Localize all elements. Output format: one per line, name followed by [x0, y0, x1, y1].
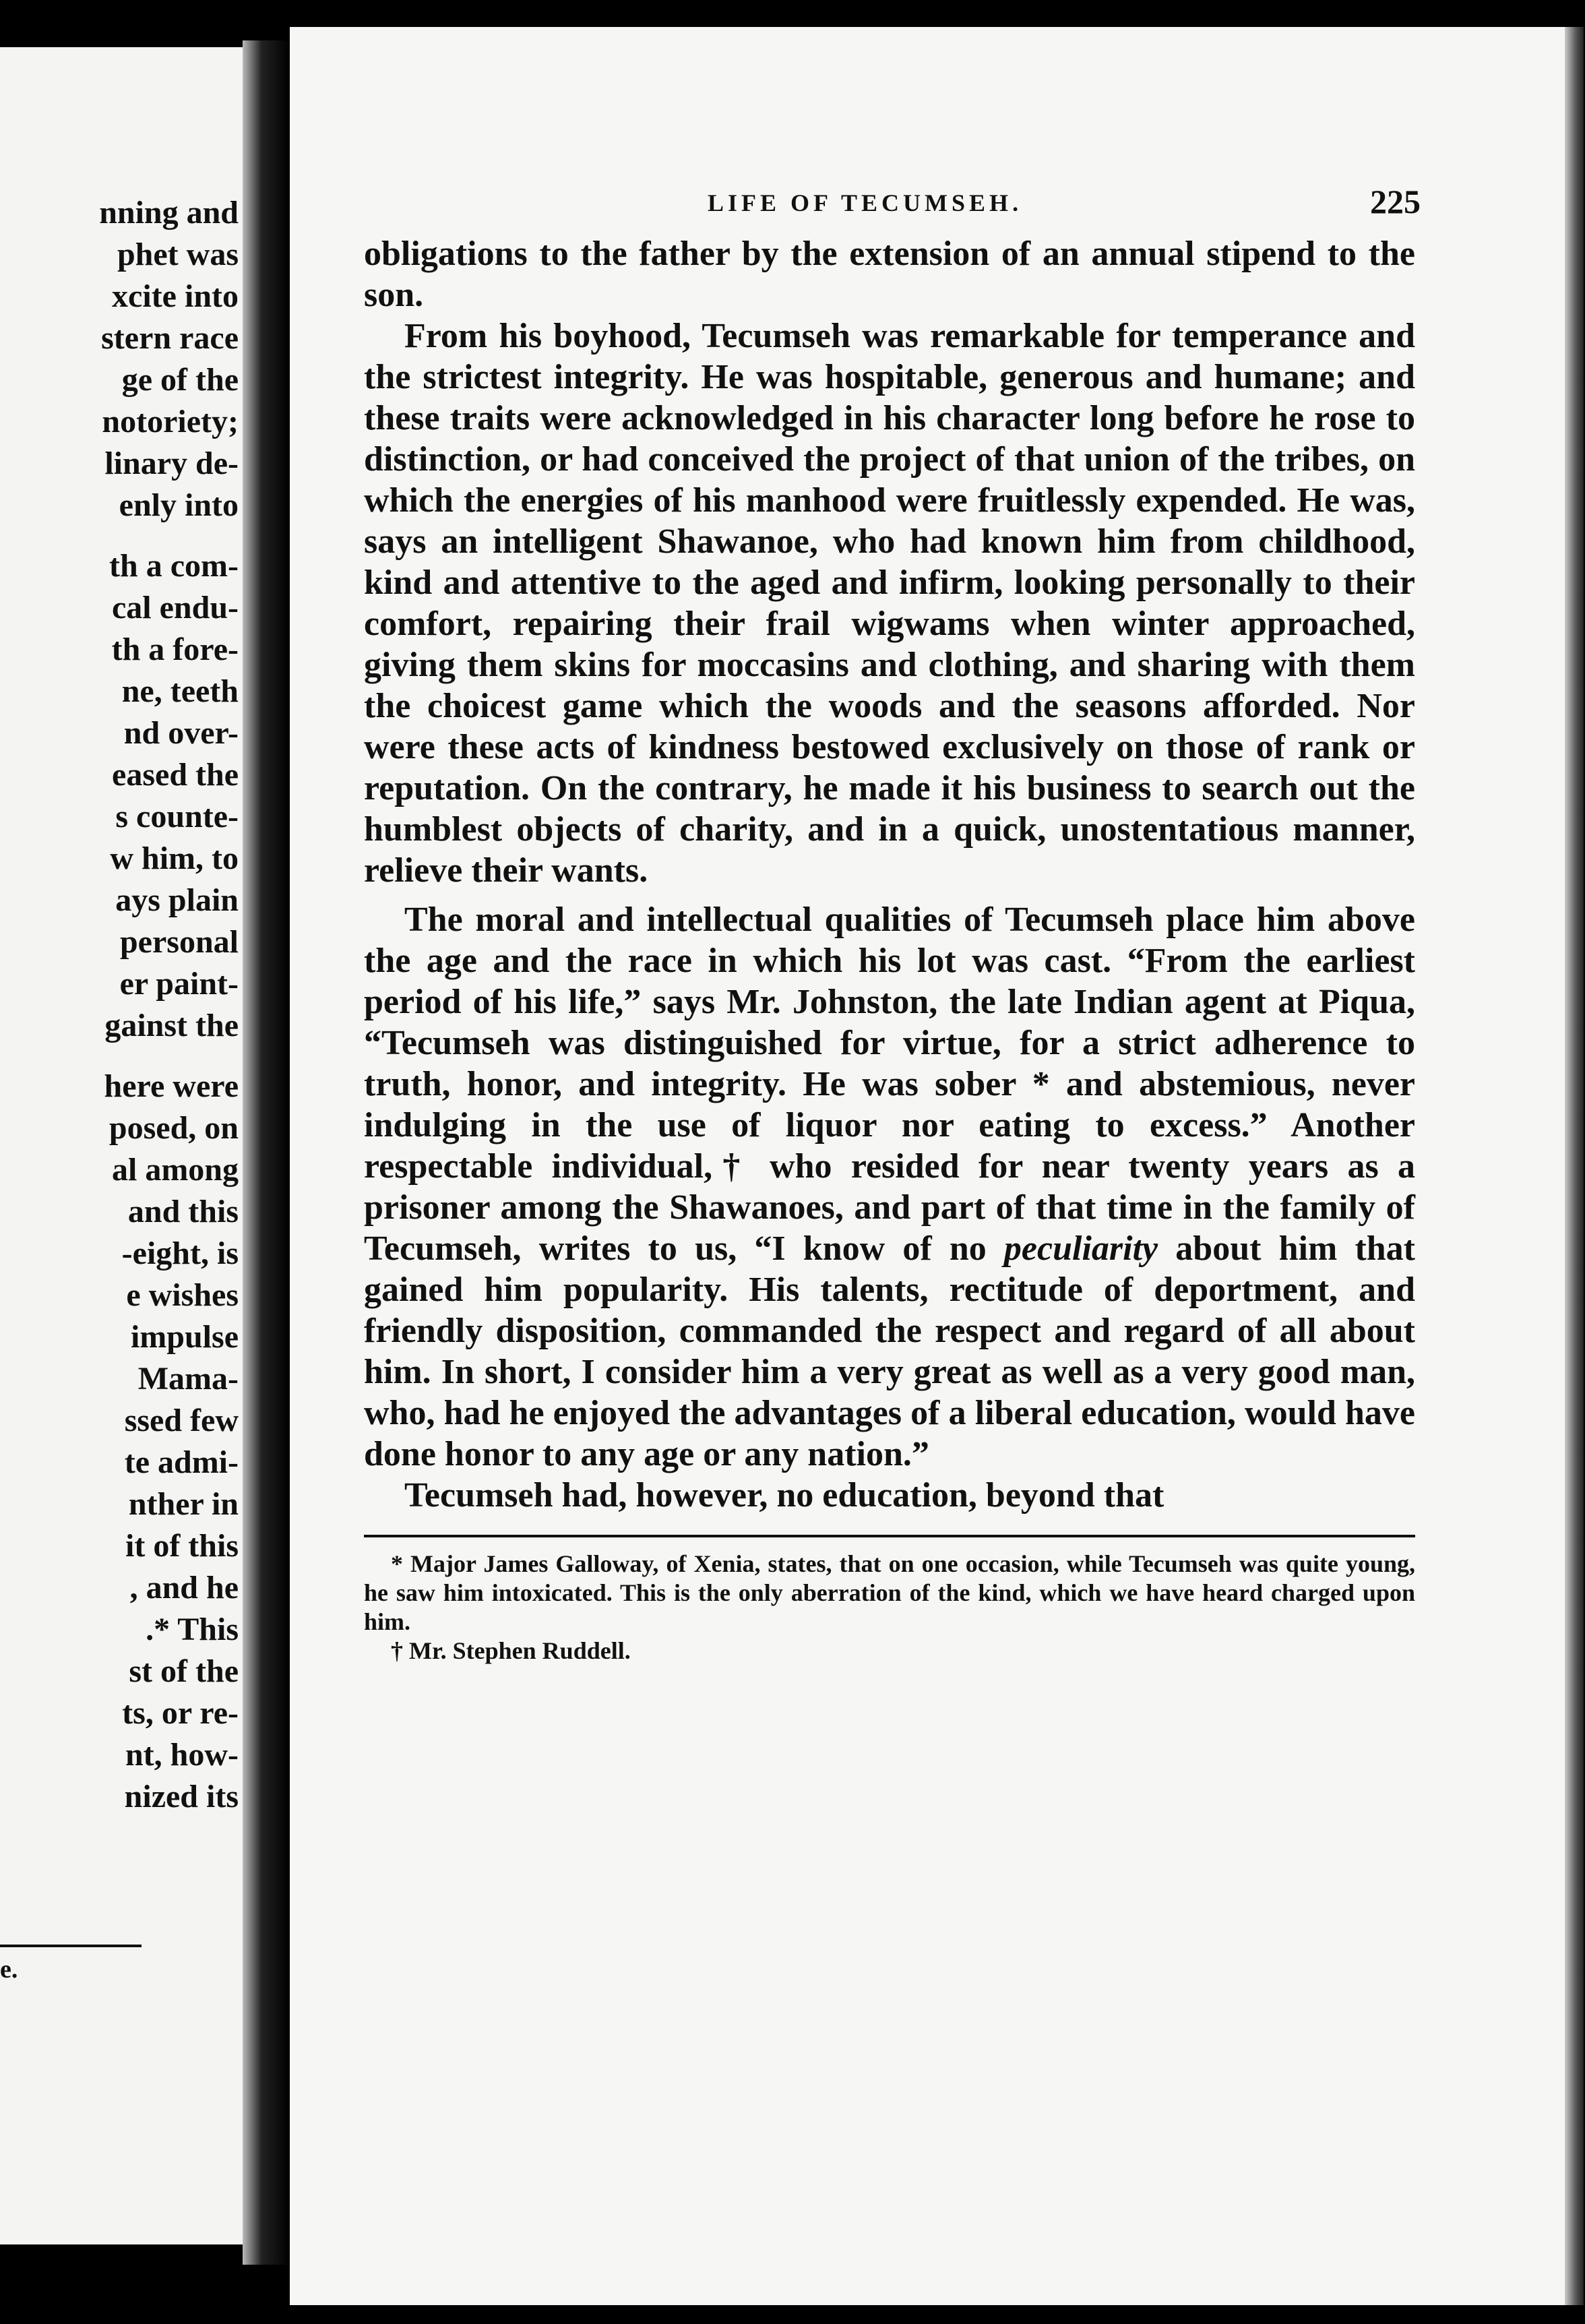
left-line: posed, on: [108, 1110, 239, 1146]
left-line: and this: [127, 1194, 239, 1229]
left-line: w him, to: [110, 840, 239, 876]
left-line: impulse: [130, 1319, 239, 1355]
left-line: nther in: [128, 1486, 239, 1522]
left-line: st of the: [129, 1653, 239, 1689]
left-line: xcite into: [112, 278, 239, 314]
body-text: [364, 233, 1415, 1516]
left-line: stern race: [101, 320, 239, 356]
left-line: -eight, is: [121, 1235, 239, 1271]
left-line: personal: [119, 924, 239, 960]
left-line: , and he: [129, 1570, 239, 1606]
left-line: enly into: [119, 487, 239, 523]
page-edge: [1565, 27, 1584, 2305]
page-number: 225: [1370, 183, 1421, 220]
left-page-text: [99, 192, 239, 1818]
book-gutter: [243, 40, 290, 2265]
left-footnote-fragment: e.: [0, 1955, 18, 1984]
paragraph: obligations to the father by the extension of an annual stipend to the son.: [364, 235, 1415, 314]
left-line: ssed few: [124, 1403, 239, 1438]
left-line: nd over-: [123, 715, 239, 751]
running-head: [364, 182, 1421, 233]
left-line: nning and: [99, 195, 239, 231]
left-line: er paint-: [119, 966, 239, 1002]
left-line: notoriety;: [102, 404, 239, 439]
left-line: Mama-: [137, 1361, 239, 1397]
left-line: th a com-: [109, 548, 239, 584]
left-line: linary de-: [104, 446, 239, 481]
left-line: it of this: [125, 1528, 239, 1564]
left-line: e wishes: [126, 1277, 239, 1313]
paragraph: [364, 899, 1415, 1475]
running-title: LIFE OF TECUMSEH.: [708, 189, 1023, 216]
left-line: al among: [111, 1152, 239, 1188]
page-content: [364, 182, 1421, 1665]
left-line: ne, teeth: [121, 673, 239, 709]
left-line: th a fore-: [111, 632, 239, 667]
left-line: phet was: [117, 237, 239, 272]
paragraph-text: The moral and intellectual qualities of Tecumseh place him above the age and the race in which his lot was cast. “From the earliest period of his life,” says Mr. Johnston, the late Indian agent at Piqua, “Tecumseh was distinguished for virtue, for a strict adherence to truth, honor, and integrity. He was sober * and abstemious, never indulging in the use of liquor nor eating to excess.” Another respectable individual,† who resided for near twenty years as a prisoner among the Shawanoes, and part of that time in the family of Tecumseh, writes to us, “I know of no: [364, 900, 1415, 1268]
paragraph: Tecumseh had, however, no education, beyond that: [404, 1476, 1164, 1515]
left-line: .* This: [146, 1612, 239, 1647]
footnote: † Mr. Stephen Ruddell.: [391, 1637, 631, 1664]
left-line: te admi-: [124, 1444, 239, 1480]
left-line: ts, or re-: [122, 1695, 239, 1731]
left-page: [0, 47, 243, 2244]
left-line: gainst the: [104, 1008, 239, 1043]
footnote: * Major James Galloway, of Xenia, states, that on one occasion, while Tecumseh was quite young, he saw him intoxicated. This is the only aberration of the kind, which we have heard charged upon him.: [364, 1550, 1415, 1635]
footnote-rule: [364, 1535, 1415, 1537]
paragraph: From his boyhood, Tecumseh was remarkable for temperance and the strictest integrity. He was hospitable, generous and humane; and these traits were acknowledged in his character long before he rose to distinction, or had conceived the project of that union of the tribes, on which the energies of his manhood were fruitlessly expended. He was, says an intelligent Shawanoe, who had known him from childhood, kind and attentive to the aged and infirm, looking personally to their comfort, repairing their frail wigwams when winter approached, giving them skins for moccasins and clothing, and sharing with them the choicest game which the woods and the seasons afforded. Nor were these acts of kindness bestowed exclusively on those of rank or reputation. On the contrary, he made it his business to search out the humblest objects of charity, and in a quick, unostentatious manner, relieve their wants.: [364, 317, 1415, 890]
left-line: here were: [104, 1068, 239, 1104]
paragraph-text: about him that gained him popularity. His talents, rectitude of deportment, and friendly disposition, commanded the respect and regard of all about him. In short, I consider him a very great as well as a very good man, who, had he enjoyed the advantages of a liberal education, would have done honor to any age or any nation.”: [364, 1229, 1415, 1473]
italic-word: peculiarity: [1003, 1229, 1158, 1268]
left-line: s counte-: [115, 799, 239, 834]
left-line: cal endu-: [111, 590, 239, 625]
left-line: ays plain: [115, 882, 239, 918]
right-page: [290, 27, 1584, 2305]
left-line: eased the: [112, 757, 239, 793]
left-line: ge of the: [121, 362, 239, 398]
left-line: nt, how-: [125, 1737, 239, 1773]
footnote-rule: [0, 1945, 142, 1947]
left-line: nized its: [124, 1779, 239, 1814]
footnotes: [364, 1550, 1415, 1665]
